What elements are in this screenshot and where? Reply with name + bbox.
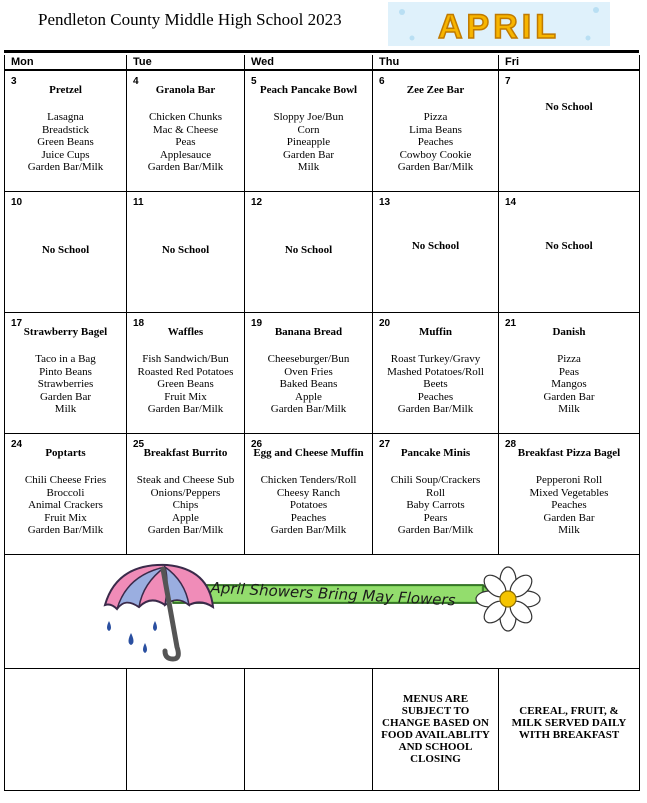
breakfast-item: Muffin [419,326,452,338]
weekday-thu: Thu [373,55,499,70]
day-cell [127,434,245,555]
day-cell [245,313,373,434]
lunch-item: Lasagna [47,111,84,123]
day-cell [499,70,640,192]
day-cell [373,313,499,434]
lunch-item: Pears [423,511,448,524]
week-row [5,313,640,434]
lunch-item: Broccoli [46,486,85,499]
date-number: 17 [11,318,23,329]
lunch-item: Garden Bar [543,511,595,524]
no-school-label: No School [545,101,593,113]
lunch-item: Applesauce [159,148,212,161]
lunch-item: Garden Bar/Milk [147,161,224,173]
lunch-item: Chili Cheese Fries [24,474,107,486]
lunch-item: Roasted Red Potatoes [137,365,234,378]
lunch-item: Milk [558,403,580,415]
lunch-items [245,353,372,416]
lunch-items [245,111,372,174]
weekday-wed: Wed [245,55,373,70]
lunch-item: Mangos [551,378,587,390]
lunch-item: Pineapple [286,136,331,148]
lunch-item: Garden Bar/Milk [270,403,347,415]
lunch-item: Cowboy Cookie [399,148,472,161]
no-school-label: No School [41,244,90,256]
lunch-item: Taco in a Bag [35,353,96,365]
week-row [5,70,640,192]
lunch-item: Pinto Beans [39,365,92,378]
breakfast-item: Peach Pancake Bowl [259,84,358,96]
lunch-items [5,353,126,416]
day-cell [245,192,373,313]
no-school-label: No School [545,240,593,252]
lunch-item: Pepperoni Roll [535,474,603,486]
empty-cell [127,669,245,791]
breakfast-item: Granola Bar [155,84,216,96]
lunch-items [5,111,126,174]
menu-change-note: MENUS ARE SUBJECT TO CHANGE BASED ON FOOD AVAILABLITY AND SCHOOL CLOSING [381,693,490,765]
lunch-item: Garden Bar/Milk [27,524,104,536]
lunch-item: Garden Bar/Milk [270,524,347,536]
lunch-item: Peaches [417,136,454,148]
lunch-item: Potatoes [289,499,328,511]
no-school-label: No School [411,240,460,252]
lunch-item: Peaches [290,511,327,524]
lunch-item: Cheesy Ranch [276,486,341,499]
date-number: 14 [505,197,517,208]
lunch-item: Fruit Mix [44,511,87,524]
lunch-item: Pizza [423,111,448,123]
lunch-item: Roast Turkey/Gravy [390,353,481,365]
breakfast-item: Danish [552,326,586,338]
empty-cell [5,669,127,791]
lunch-item: Chili Soup/Crackers [390,474,481,486]
date-number: 25 [133,439,145,450]
lunch-items [373,474,498,537]
day-cell [373,70,499,192]
umbrella-icon [105,565,213,659]
lunch-items [373,353,498,416]
date-number: 28 [505,439,517,450]
breakfast-item: Waffles [167,326,204,338]
april-showers-art [5,555,638,668]
lunch-item: Beets [423,378,448,390]
lunch-item: Roll [426,486,445,499]
lunch-item: Chips [172,499,199,511]
lunch-item: Animal Crackers [28,499,103,511]
page-title: Pendleton County Middle High School 2023 [38,10,342,29]
lunch-item: Fish Sandwich/Bun [142,353,229,365]
day-cell [127,70,245,192]
day-cell [245,434,373,555]
lunch-item: Mac & Cheese [152,123,219,136]
april-title-art [388,2,610,46]
menu-calendar [4,55,640,791]
date-number: 6 [379,76,385,87]
day-cell [5,70,127,192]
weekday-fri: Fri [499,55,640,70]
date-number: 3 [11,76,17,87]
date-number: 5 [251,76,257,87]
date-number: 18 [133,318,145,329]
banner-text: April Showers Bring May Flowers [210,578,456,610]
day-cell [245,70,373,192]
weekday-tue: Tue [127,55,245,70]
lunch-items [127,111,244,174]
lunch-item: Baby Carrots [406,499,465,511]
lunch-item: Garden Bar [543,390,595,403]
weekday-header-row [5,55,640,70]
date-number: 26 [251,439,263,450]
lunch-item: Garden Bar [39,390,91,403]
date-number: 10 [11,197,23,208]
no-school-label: No School [284,244,333,256]
day-cell [5,192,127,313]
day-cell [5,313,127,434]
banner-cell [5,555,640,669]
lunch-items [127,474,244,537]
day-cell [127,192,245,313]
lunch-items [127,353,244,416]
lunch-items [499,353,639,416]
breakfast-item: Pretzel [49,84,82,96]
lunch-item: Mashed Potatoes/Roll [387,365,484,378]
date-number: 24 [11,439,23,450]
lunch-item: Peaches [551,499,587,511]
day-cell [499,313,640,434]
april-month-label: APRIL [438,8,560,46]
date-number: 12 [251,197,263,208]
day-cell [499,192,640,313]
lunch-item: Chicken Tenders/Roll [260,474,357,486]
date-number: 27 [379,439,391,450]
breakfast-item: Breakfast Pizza Bagel [517,447,621,459]
date-number: 20 [379,318,391,329]
lunch-items [245,474,372,537]
notes-row [5,669,640,791]
lunch-item: Baked Beans [279,378,338,390]
lunch-items [5,474,126,537]
raindrop-icon [107,621,157,653]
lunch-item: Oven Fries [284,365,333,378]
lunch-item: Garden Bar/Milk [27,161,104,173]
lunch-items [373,111,498,174]
day-cell [499,434,640,555]
lunch-item: Sloppy Joe/Bun [273,111,344,123]
no-school-label: No School [161,244,210,256]
breakfast-item: Breakfast Burrito [143,447,228,459]
lunch-item: Garden Bar/Milk [397,524,474,536]
cereal-note: CEREAL, FRUIT, & MILK SERVED DAILY WITH BREAKFAST [511,705,627,741]
lunch-item: Corn [297,123,320,136]
banner-row [5,555,640,669]
lunch-item: Pizza [557,353,581,365]
date-number: 4 [133,76,139,87]
lunch-item: Cheeseburger/Bun [267,353,350,365]
breakfast-item: Zee Zee Bar [406,84,465,96]
lunch-item: Fruit Mix [164,390,207,403]
lunch-item: Milk [54,403,77,415]
week-row [5,192,640,313]
lunch-item: Apple [172,511,199,524]
empty-cell [245,669,373,791]
menu-change-note-cell [373,669,499,791]
breakfast-item: Egg and Cheese Muffin [253,447,364,459]
lunch-item: Garden Bar/Milk [397,403,474,415]
lunch-item: Apple [295,390,322,403]
lunch-item: Mixed Vegetables [529,486,609,499]
lunch-item: Lima Beans [409,123,462,136]
lunch-item: Peaches [417,390,454,403]
lunch-item: Peas [175,136,196,148]
week-row [5,434,640,555]
lunch-items [499,474,639,537]
lunch-item: Breadstick [41,123,90,136]
lunch-item: Steak and Cheese Sub [136,474,235,486]
date-number: 11 [133,197,144,208]
lunch-item: Green Beans [37,136,94,148]
breakfast-item: Poptarts [45,447,86,459]
header-rule [4,50,639,53]
day-cell [373,434,499,555]
daisy-icon [476,567,540,631]
lunch-item: Peas [558,365,580,378]
breakfast-item: Banana Bread [274,326,343,338]
day-cell [5,434,127,555]
lunch-item: Juice Cups [41,148,90,161]
lunch-item: Milk [297,161,320,173]
cereal-note-cell [499,669,640,791]
breakfast-item: Pancake Minis [400,447,471,459]
date-number: 19 [251,318,263,329]
date-number: 7 [505,76,511,87]
lunch-item: Green Beans [157,378,214,390]
lunch-item: Milk [558,524,580,536]
lunch-item: Garden Bar [282,148,334,161]
lunch-item: Garden Bar/Milk [147,524,224,536]
day-cell [127,313,245,434]
lunch-item: Strawberries [37,378,94,390]
breakfast-item: Strawberry Bagel [23,326,108,338]
day-cell [373,192,499,313]
lunch-item: Onions/Peppers [150,486,221,499]
lunch-item: Garden Bar/Milk [397,161,474,173]
date-number: 13 [379,197,391,208]
lunch-item: Garden Bar/Milk [147,403,224,415]
date-number: 21 [505,318,517,329]
lunch-item: Chicken Chunks [148,111,223,123]
weekday-mon: Mon [5,55,127,70]
